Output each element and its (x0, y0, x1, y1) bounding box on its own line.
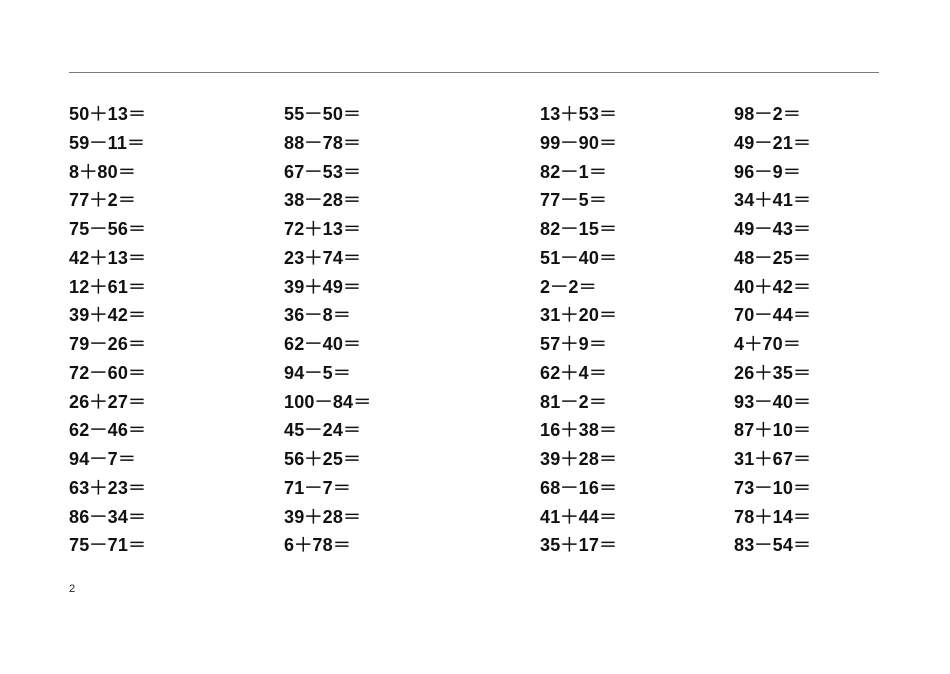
math-problem: 13＋53＝ (540, 104, 618, 124)
math-problem: 93－40＝ (734, 391, 812, 412)
math-problem: 71－7＝ (284, 477, 352, 498)
math-problem: 50＋13＝ (69, 104, 147, 124)
math-problem: 68－16＝ (540, 477, 618, 498)
math-problem: 88－78＝ (284, 132, 362, 153)
math-problem: 12＋61＝ (69, 276, 147, 297)
math-problem: 45－24＝ (284, 420, 362, 441)
math-problem: 99－90＝ (540, 132, 618, 153)
math-problem: 31＋67＝ (734, 449, 812, 469)
math-problem: 98－2＝ (734, 104, 802, 124)
math-problem: 26＋27＝ (69, 391, 147, 412)
math-problem: 87＋10＝ (734, 420, 812, 441)
math-problem: 36－8＝ (284, 305, 352, 326)
math-problem: 38－28＝ (284, 190, 362, 211)
math-problem: 39＋28＝ (540, 449, 618, 469)
math-problem: 39＋28＝ (284, 506, 362, 527)
math-problem: 62－40＝ (284, 334, 362, 354)
problem-column-1 (69, 100, 146, 560)
math-problem: 40＋42＝ (734, 276, 812, 297)
problem-column-4 (734, 100, 811, 560)
math-problem: 51－40＝ (540, 247, 618, 268)
math-problem: 86－34＝ (69, 506, 147, 527)
math-problem: 55－50＝ (284, 104, 362, 124)
math-problem: 96－9＝ (734, 161, 802, 182)
math-problem: 49－21＝ (734, 132, 812, 153)
math-problem: 39＋49＝ (284, 276, 362, 297)
math-problem: 48－25＝ (734, 247, 812, 268)
math-problem: 41＋44＝ (540, 506, 618, 527)
math-problem: 78＋14＝ (734, 506, 812, 527)
math-problem: 79－26＝ (69, 334, 147, 354)
math-problem: 63＋23＝ (69, 477, 147, 498)
math-problem: 75－56＝ (69, 219, 147, 239)
math-problem: 39＋42＝ (69, 305, 147, 326)
math-problem: 62－46＝ (69, 420, 147, 441)
math-problem: 67－53＝ (284, 161, 362, 182)
math-problem: 26＋35＝ (734, 362, 812, 383)
problem-column-3 (540, 100, 617, 560)
math-problem: 70－44＝ (734, 305, 812, 326)
math-problem: 31＋20＝ (540, 305, 618, 326)
problem-column-2 (284, 100, 371, 560)
math-problem: 82－15＝ (540, 219, 618, 239)
math-problem: 2－2＝ (540, 276, 597, 297)
math-problem: 81－2＝ (540, 391, 608, 412)
math-problem: 75－71＝ (69, 535, 147, 556)
math-problem: 94－7＝ (69, 449, 137, 469)
math-problem: 16＋38＝ (540, 420, 618, 441)
math-problem: 49－43＝ (734, 219, 812, 239)
math-problem: 72－60＝ (69, 362, 147, 383)
math-problem: 83－54＝ (734, 535, 812, 556)
header-rule (69, 72, 879, 73)
math-problem: 94－5＝ (284, 362, 352, 383)
math-problem: 59－11＝ (69, 132, 146, 153)
math-problem: 62＋4＝ (540, 362, 608, 383)
math-problem: 56＋25＝ (284, 449, 362, 469)
math-problem: 77－5＝ (540, 190, 608, 211)
math-problem: 100－84＝ (284, 391, 372, 412)
math-problem: 34＋41＝ (734, 190, 812, 211)
math-problem: 82－1＝ (540, 161, 608, 182)
math-problem: 23＋74＝ (284, 247, 362, 268)
math-problem: 42＋13＝ (69, 247, 147, 268)
math-problem: 73－10＝ (734, 477, 812, 498)
math-problem: 4＋70＝ (734, 334, 802, 354)
math-problem: 35＋17＝ (540, 535, 618, 556)
math-problem: 57＋9＝ (540, 334, 608, 354)
math-problem: 72＋13＝ (284, 219, 362, 239)
math-problem: 6＋78＝ (284, 535, 352, 556)
page-number: 2 (69, 583, 76, 595)
math-problem: 77＋2＝ (69, 190, 137, 211)
math-problem: 8＋80＝ (69, 161, 137, 182)
